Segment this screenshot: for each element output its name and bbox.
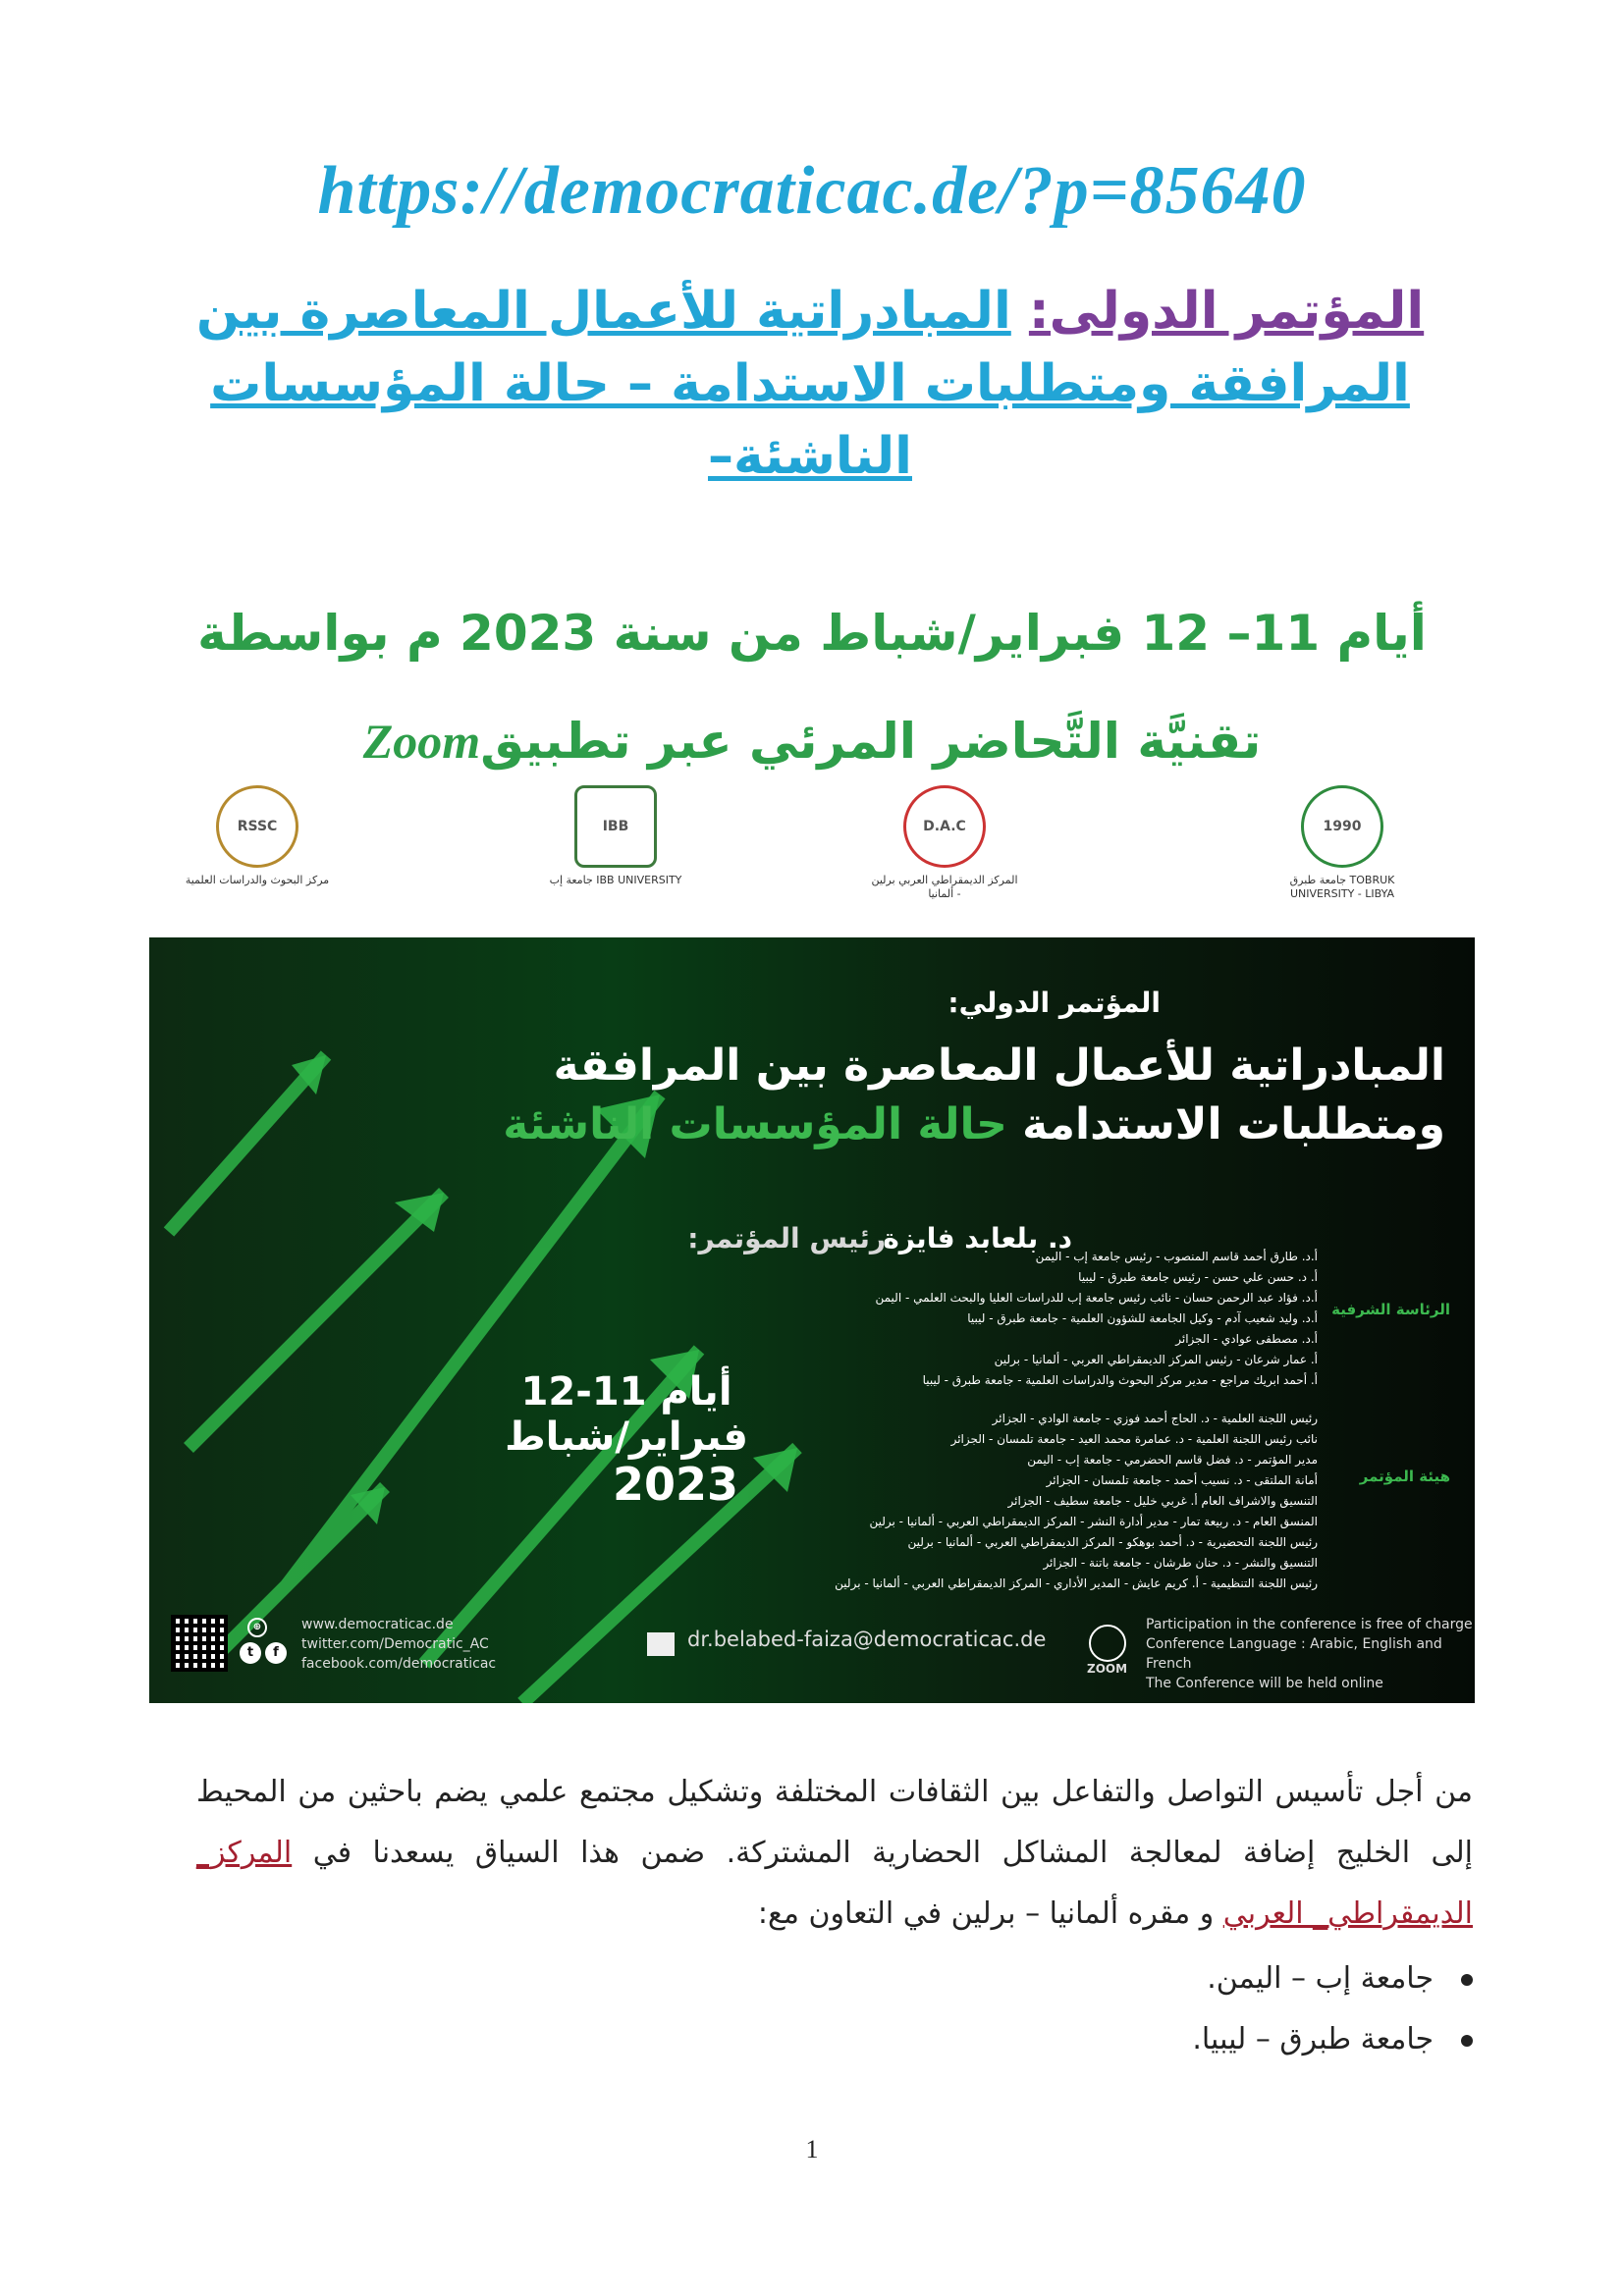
honorary-list: أ.د. طارق أحمد قاسم المنصوب - رئيس جامعة إب - اليمن أ. د. حسن علي حسن - رئيس جامعة طبرق - ليبيا أ.د. فؤاد عبد الرحمن حسان - نائب رئيس جامعة إب للدراسات العليا والبحث العلمي - اليمن أ.د. وليد شعيب آدم - وكيل الجامعة للشؤون العلمية - جامعة طبرق - ليبيا أ.د. مصطفى عوادي - الجزائر أ. عمار شرعان - رئيس المركز الديمقراطي العربي - ألمانيا - برلين أ. أحمد ابريك مراجع - مدير مركز البحوث والدراسات العلمية - جامعة طبرق - ليبيا [875,1250,1318,1387]
dac-logo: D.A.C المركز الديمقراطي العربي برلين - ألمانيا [871,775,1018,933]
conference-poster [149,937,1475,1703]
mail-icon [647,1632,675,1656]
ibb-logo: IBB جامعة إب IBB UNIVERSITY [542,775,689,933]
title-label: المؤتمر الدولى: [1028,282,1425,341]
poster-year: 2023 [612,1458,738,1511]
page-number: 1 [805,2135,819,2163]
email-address[interactable]: dr.belabed-faiza@democraticac.de [687,1628,1047,1651]
url-link[interactable]: https://democraticac.de/?p=85640 [317,153,1307,229]
title-text: المبادراتية للأعمال المعاصرة بين المرافقة ومتطلبات الاستدامة – حالة المؤسسات الناشئة– [195,282,1410,486]
qr-code [171,1615,228,1672]
dates-line: أيام 11– 12 فبراير/شباط من سنة 2023 م بواسطة [197,605,1427,662]
chair-name: د. بلعابد فايزة [883,1222,1072,1255]
committee-label: هيئة المؤتمر [1359,1468,1450,1485]
zoom-icon [1089,1625,1126,1662]
chair-label: رئيس المؤتمر: [687,1222,886,1255]
tech-line: تقنيَّة التَّحاضر المرئي عبر تطبيقZoom [362,713,1262,770]
conference-dates [147,579,1477,795]
tobruk-logo: 1990 جامعة طبرق TOBRUK UNIVERSITY - LIBYA [1269,775,1416,933]
facebook-icon[interactable]: f [265,1642,287,1664]
twitter-icon[interactable]: t [240,1642,261,1664]
conference-title [187,275,1434,493]
honorary-label: الرئاسة الشرفية [1331,1301,1450,1318]
intro-paragraph: من أجل تأسيس التواصل والتفاعل بين الثقافات المختلفة وتشكيل مجتمع علمي يضم باحثين من المحيط إلى الخليج إضافة لمعالجة المشاكل الحضارية المشتركة. ضمن هذا السياق يسعدنا في المركز_ الديمقراطي_ العربي و مقره ألمانيا – برلين في التعاون مع: [196,1775,1473,1931]
poster-subtitle: المؤتمر الدولي: [947,987,1161,1019]
bullet-item: جامعة طبرق – ليبيا. [196,2009,1473,2070]
web-links[interactable]: www.democraticac.de twitter.com/Democratic_AC facebook.com/democraticac [301,1617,497,1672]
bullet-item: جامعة إب – اليمن. [196,1949,1473,2009]
rssc-logo: RSSC مركز البحوث والدراسات العلمية [184,775,331,933]
zoom-label: ZOOM [1087,1662,1128,1676]
logo-strip [149,775,1475,933]
dac-link[interactable]: المركز_ الديمقراطي_ العربي [196,1836,1473,1931]
poster-days: أيام 11-12 فبراير/شباط [505,1369,748,1460]
globe-icon: ⊕ [247,1618,267,1637]
committee-list: رئيس اللجنة العلمية - د. الحاج أحمد فوزي - جامعة الوادي - الجزائر نائب رئيس اللجنة العلمية - د. عمامرة محمد العيد - جامعة تلمسان - الجزائر مدير المؤتمر - د. فضل قاسم الحضرمي - جامعة إب - اليمن أمانة الملتقى - د. نسيب أحمد - جامعة تلمسان - الجزائر التنسيق والاشراف العام أ. غربي خليل - جامعة سطيف - الجزائر المنسق العام - د. ربيعة تمار - مدير أدارة النشر - المركز الديمقراطي العربي - ألمانيا - برلين رئيس اللجنة التحضيرية - د. أحمد بوهكو - المركز الديمقراطي العربي - ألمانيا - برلين التنسيق والنشر - د. حنان طرشان - جامعة باتنة - الجزائر رئيس اللجنة التنظيمية - أ. كريم عايش - المدير الأداري - المركز الديمقراطي العربي - ألمانيا - برلين [835,1412,1318,1590]
info-lines: Participation in the conference is free of charge Conference Language : Arabic, English and French The Conference will be held online [1146,1617,1473,1691]
poster-title-2: ومتطلبات الاستدامة حالة المؤسسات الناشئة [503,1099,1445,1149]
poster-title-1: المبادراتية للأعمال المعاصرة بين المرافقة [553,1041,1445,1091]
